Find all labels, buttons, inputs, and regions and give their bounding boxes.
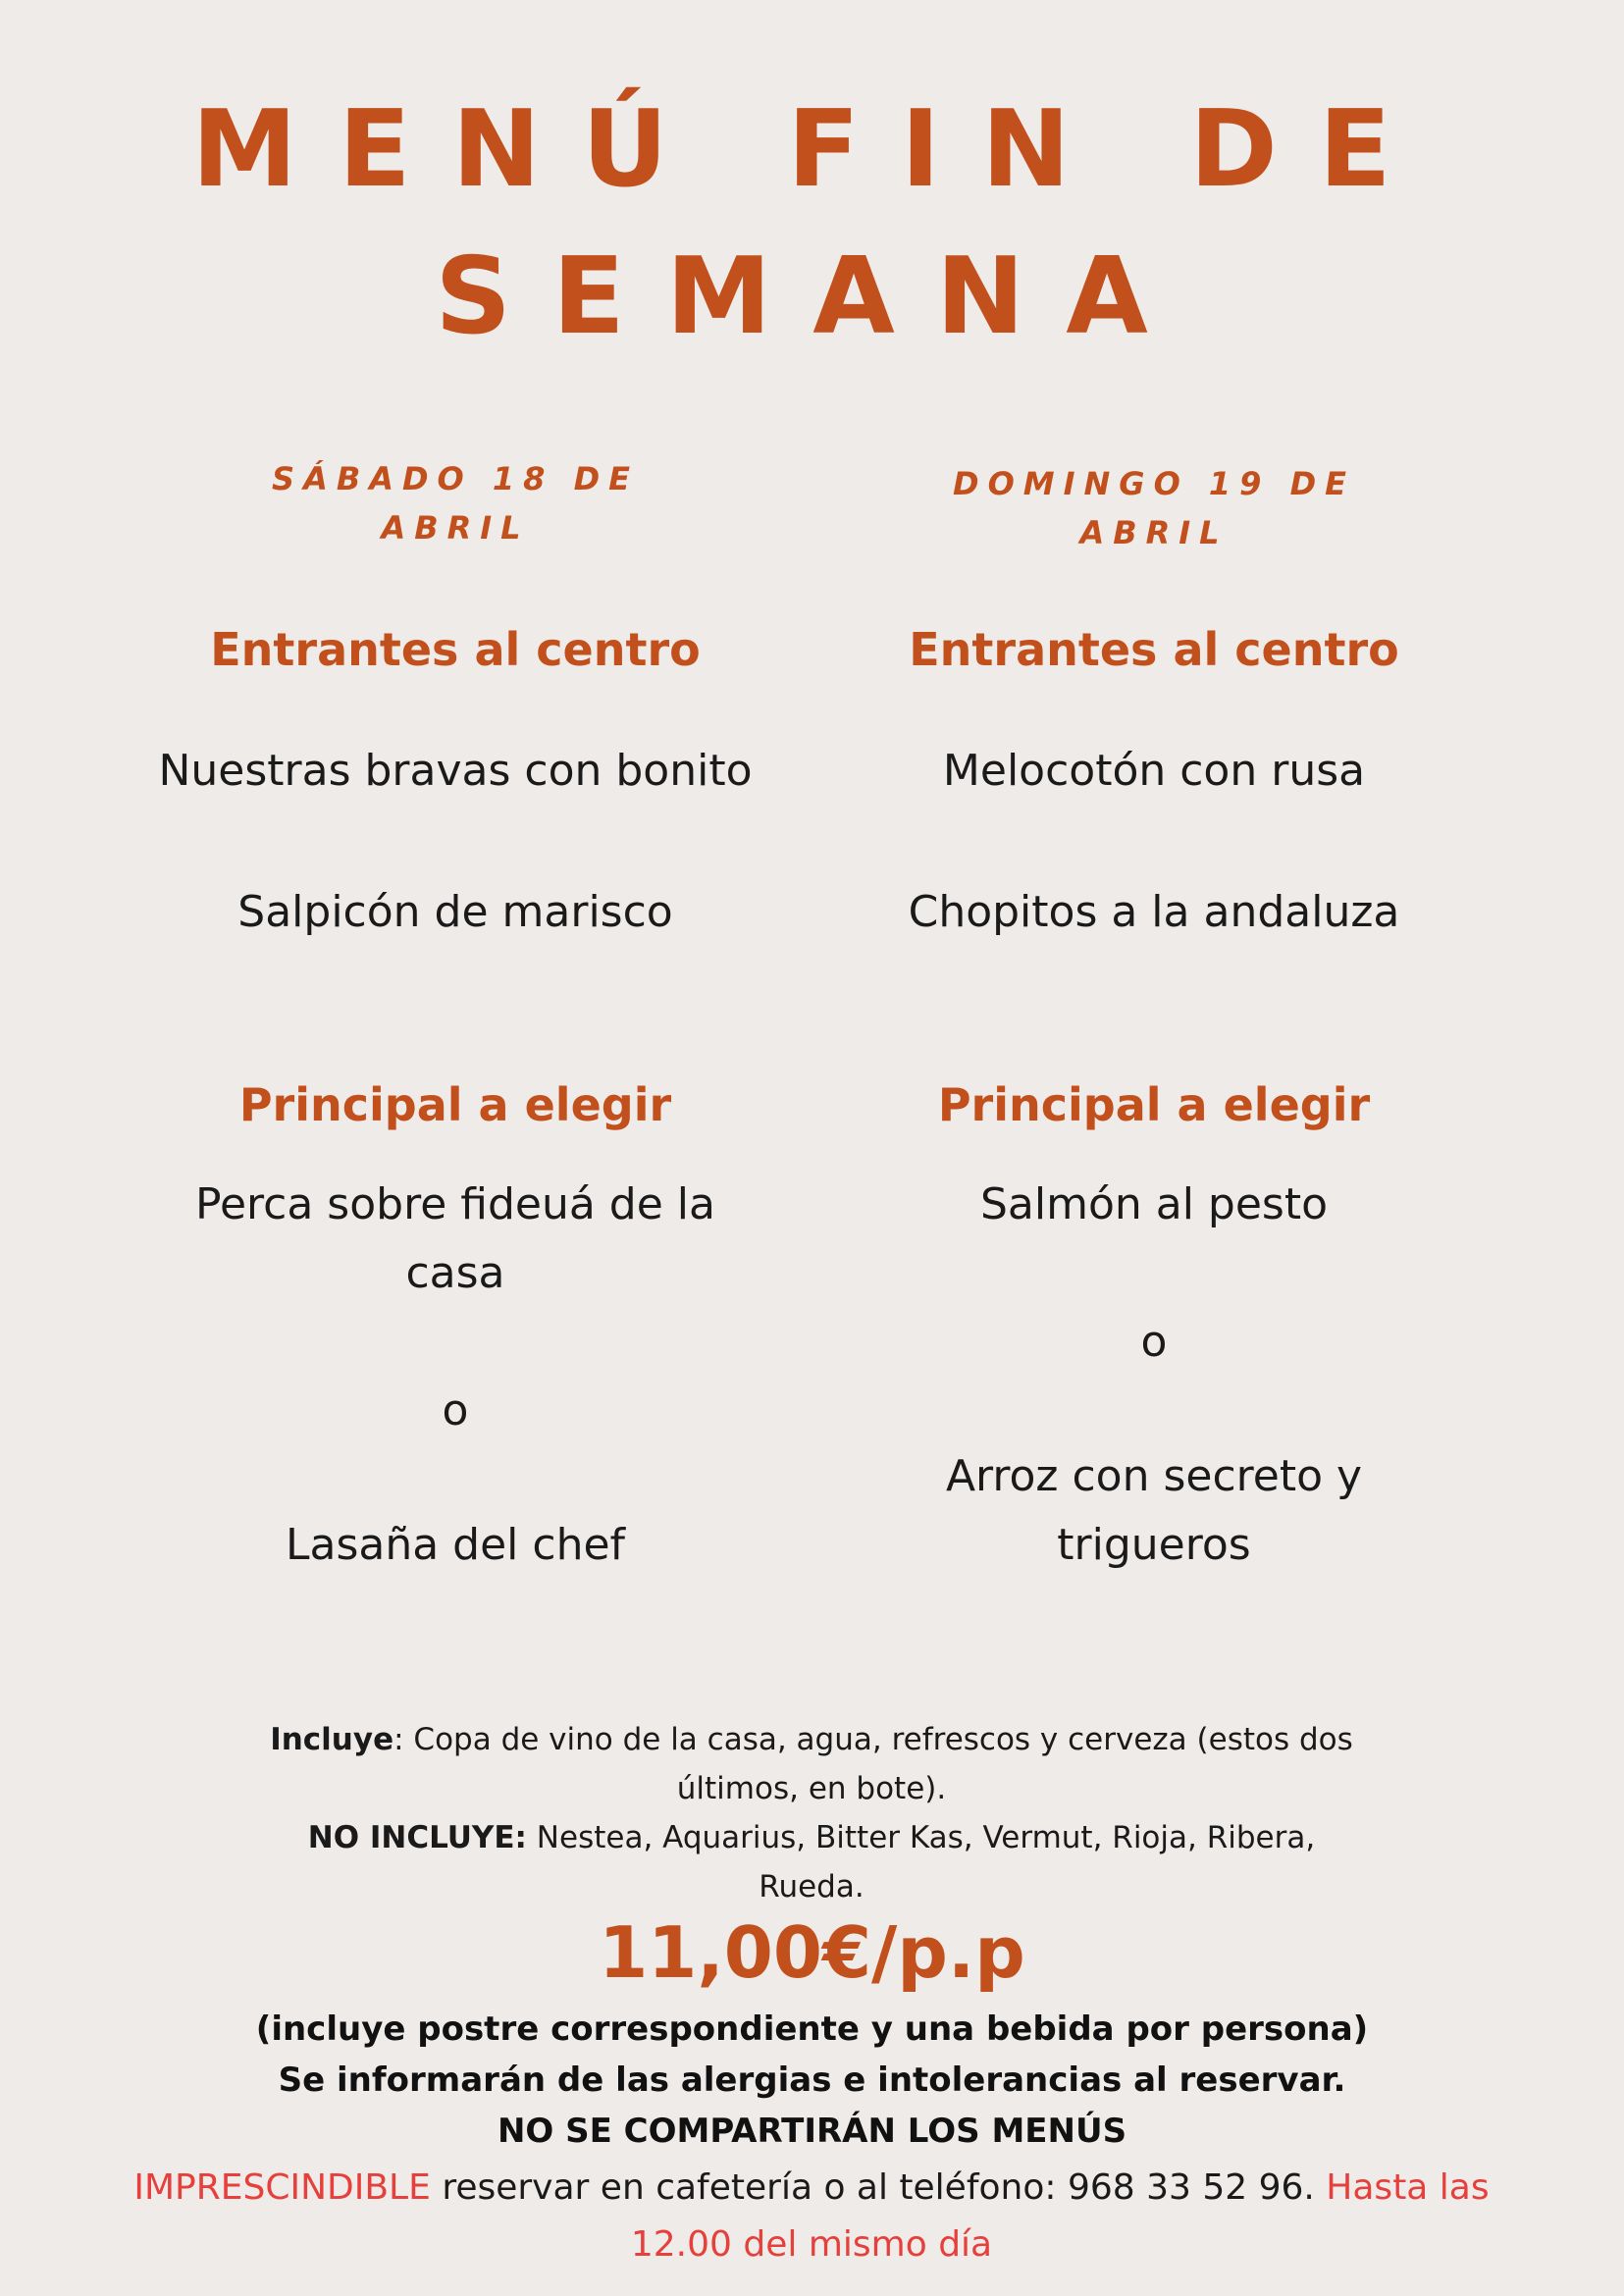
saturday-mains-heading: Principal a elegir <box>238 1078 672 1131</box>
saturday-main-or: o <box>442 1385 469 1435</box>
reservation-phone-text: reservar en cafetería o al teléfono: 968 33 52 96. <box>430 2167 1315 2208</box>
saturday-column <box>82 0 828 1668</box>
sunday-starters-heading: Entrantes al centro <box>909 623 1399 676</box>
price-per-person: 11,00€/p.p <box>599 1911 1025 1994</box>
saturday-date-line1: SÁBADO 18 DE <box>272 460 639 497</box>
includes-detail: : Copa de vino de la casa, agua, refrescos y cerveza (estos dos últimos, en bote). <box>393 1722 1353 1806</box>
not-included-text <box>252 1813 1371 1911</box>
sunday-starter-2: Chopitos a la andaluza <box>908 887 1400 937</box>
saturday-starter-2: Salpicón de marisco <box>237 887 673 937</box>
not-included-label: NO INCLUYE: <box>307 1820 527 1855</box>
menu-title-line1: MENÚ FIN DE <box>191 88 1433 211</box>
sunday-date-line2: ABRIL <box>1079 514 1229 551</box>
sunday-date-line1: DOMINGO 19 DE <box>953 465 1355 502</box>
sunday-mains-heading: Principal a elegir <box>937 1078 1371 1131</box>
note-allergies: Se informarán de las alergias e intolerancias al reservar. <box>278 2061 1346 2100</box>
sunday-starter-1: Melocotón con rusa <box>942 746 1366 796</box>
saturday-main-1-line2: casa <box>405 1248 505 1298</box>
menu-title-line2: SEMANA <box>435 235 1189 358</box>
saturday-starter-1: Nuestras bravas con bonito <box>158 746 753 796</box>
note-dessert-drink: (incluye postre correspondiente y una bebida por persona) <box>255 2009 1369 2049</box>
reservation-required-label: IMPRESCINDIBLE <box>133 2167 431 2208</box>
includes-text <box>252 1715 1371 1813</box>
sunday-main-1: Salmón al pesto <box>979 1179 1329 1229</box>
sunday-main-2-line1: Arroz con secreto y <box>945 1451 1363 1501</box>
includes-label: Incluye <box>270 1722 394 1757</box>
sunday-main-2-line2: trigueros <box>1057 1520 1251 1570</box>
sunday-main-or: o <box>1140 1317 1168 1367</box>
reservation-deadline: Hasta las 12.00 del mismo día <box>630 2167 1490 2265</box>
note-no-sharing: NO SE COMPARTIRÁN LOS MENÚS <box>497 2112 1127 2151</box>
reservation-info <box>115 2160 1508 2273</box>
not-included-detail: Nestea, Aquarius, Bitter Kas, Vermut, Rioja, Ribera, Rueda. <box>526 1820 1316 1905</box>
sunday-column <box>781 0 1527 1668</box>
saturday-date-line2: ABRIL <box>381 509 530 547</box>
saturday-starters-heading: Entrantes al centro <box>210 623 701 676</box>
saturday-main-2: Lasaña del chef <box>285 1520 626 1570</box>
saturday-main-1-line1: Perca sobre fideuá de la <box>195 1179 715 1229</box>
